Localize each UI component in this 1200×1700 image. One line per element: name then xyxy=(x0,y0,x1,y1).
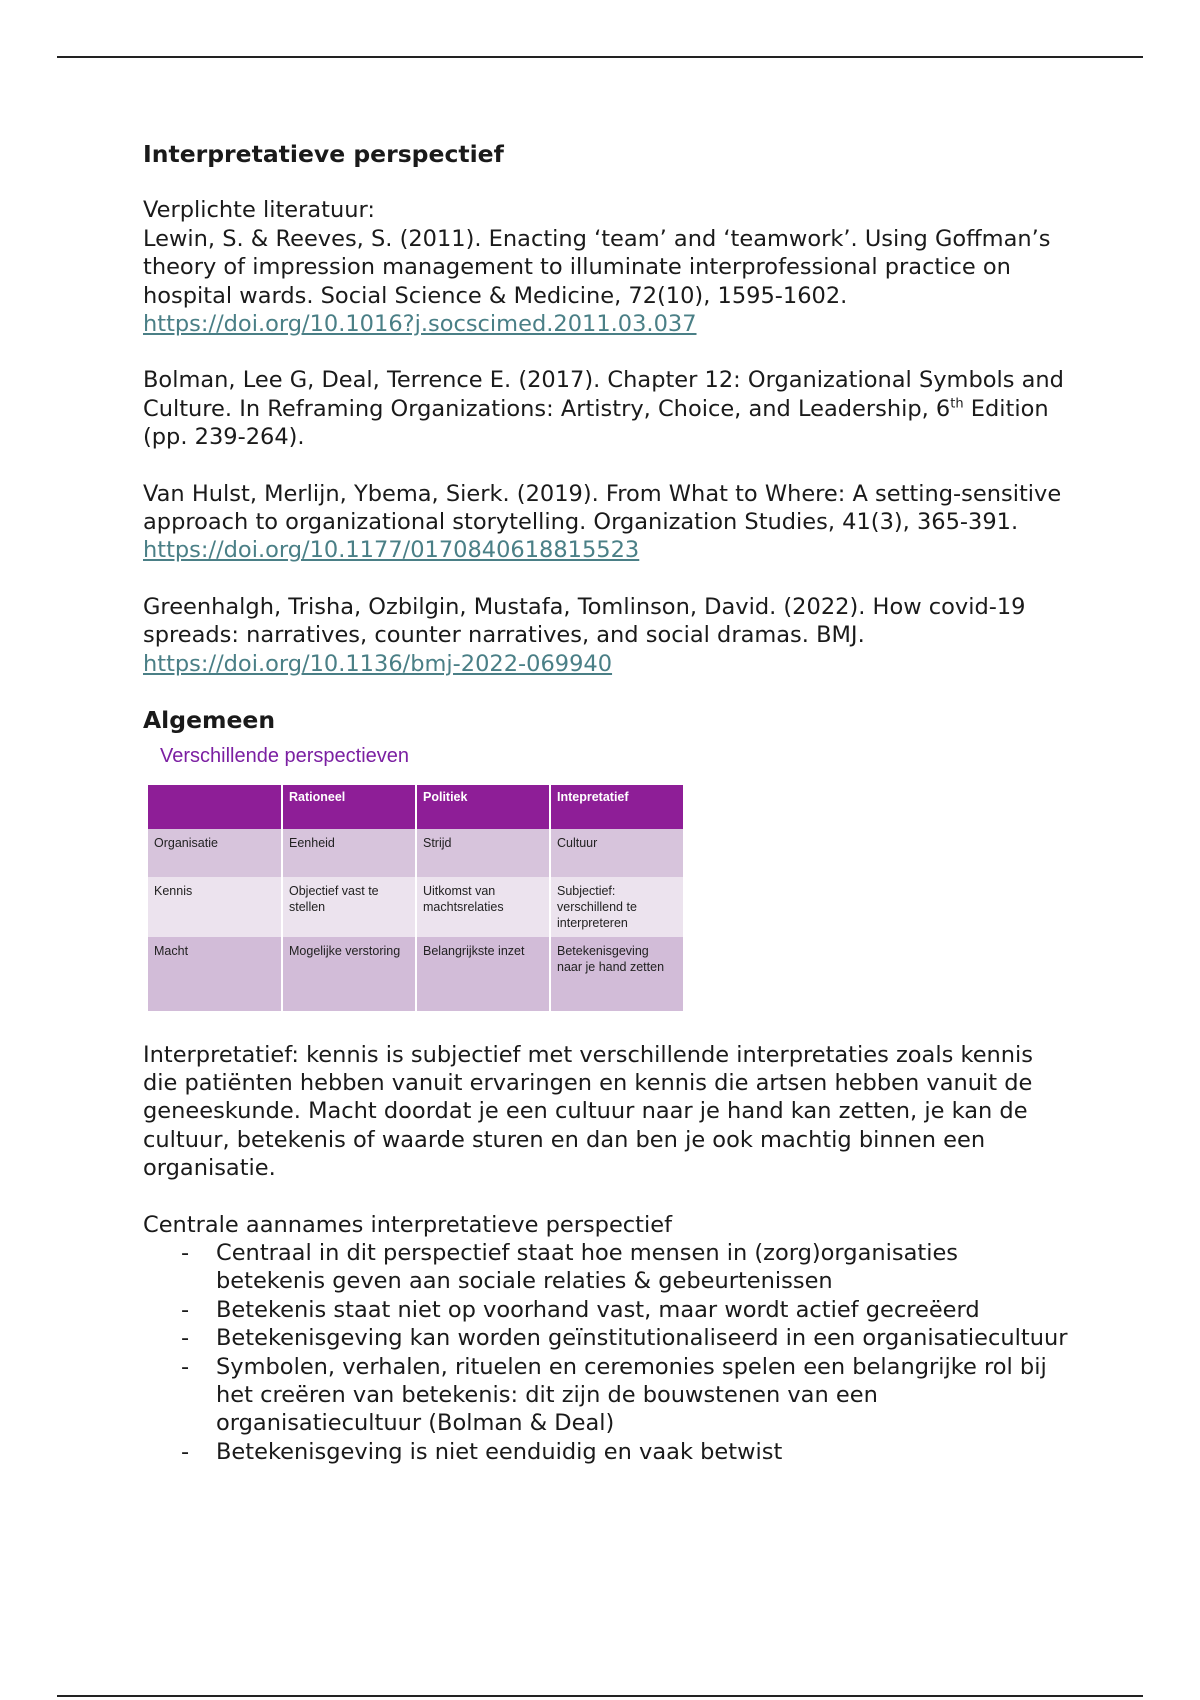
section-heading: Interpretatieve perspectief xyxy=(143,140,504,168)
list-item: - Betekenisgeving is niet eenduidig en vaak betwist xyxy=(181,1438,1073,1466)
list-item: - Betekenisgeving kan worden geïnstitutionaliseerd in een organisatiecultuur xyxy=(181,1324,1073,1352)
list-item: - Centraal in dit perspectief staat hoe mensen in (zorg)organisaties betekenis geven aan sociale relaties & gebeurtenissen xyxy=(181,1239,1073,1296)
paragraph-interpretatief: Interpretatief: kennis is subjectief met verschillende interpretaties zoals kennis die patiënten hebben vanuit ervaringen en kennis die artsen hebben vanuit de geneeskunde. Macht doordat je een cultuur naar je hand kan zetten, je kan de cultuur, betekenis of waarde sturen en dan ben je ook machtig binnen een organisatie. xyxy=(143,1041,1034,1182)
table-cell: Cultuur xyxy=(550,829,684,877)
table-cell: Uitkomst van machtsrelaties xyxy=(416,877,550,937)
perspectives-table xyxy=(148,785,685,1011)
table-cell: Eenheid xyxy=(282,829,416,877)
reference-text: Bolman, Lee G, Deal, Terrence E. (2017). Chapter 12: Organizational Symbols and Culture. In Reframing Organizations: Artistry, Choice, and Leadership, 6 xyxy=(143,367,1064,422)
table-header-row xyxy=(148,785,684,829)
table-cell: Macht xyxy=(148,937,282,1011)
reference-lewin xyxy=(143,225,1073,339)
table-cell: Organisatie xyxy=(148,829,282,877)
top-rule xyxy=(57,56,1143,58)
doi-link-greenhalgh[interactable]: https://doi.org/10.1136/bmj-2022-069940 xyxy=(143,650,613,677)
bottom-rule xyxy=(57,1695,1143,1697)
header-cell xyxy=(148,785,282,829)
table-cell: Strijd xyxy=(416,829,550,877)
doi-link-lewin[interactable]: https://doi.org/10.1016?j.socscimed.2011.03.037 xyxy=(143,311,697,338)
superscript: th xyxy=(950,396,964,412)
table-cell: Objectief vast te stellen xyxy=(282,877,416,937)
document-body xyxy=(143,140,1073,1466)
reference-vanhulst xyxy=(143,480,1073,565)
reference-text: Lewin, S. & Reeves, S. (2011). Enacting ‘team’ and ‘teamwork’. Using Goffman’s theory of impression management to illuminate interprofessional practice on hospital wards. Social Science & Medicine, 72(10), 1595-1602. xyxy=(143,225,1051,309)
perspectives-slide-image xyxy=(143,743,693,1011)
table-cell: Mogelijke verstoring xyxy=(282,937,416,1011)
table-cell: Betekenisgeving naar je hand zetten xyxy=(550,937,684,1011)
table-cell: Kennis xyxy=(148,877,282,937)
header-cell: Politiek xyxy=(416,785,550,829)
table-row xyxy=(148,829,684,877)
literature-label: Verplichte literatuur: xyxy=(143,197,375,224)
doi-link-vanhulst[interactable]: https://doi.org/10.1177/0170840618815523 xyxy=(143,537,640,564)
table-cell: Belangrijkste inzet xyxy=(416,937,550,1011)
reference-text: Greenhalgh, Trisha, Ozbilgin, Mustafa, Tomlinson, David. (2022). How covid-19 spreads: narratives, counter narratives, and social dramas. BMJ. xyxy=(143,593,1026,649)
slide-title: Verschillende perspectieven xyxy=(160,744,410,767)
subheading-algemeen: Algemeen xyxy=(143,706,276,735)
assumptions-title: Centrale aannames interpretatieve perspectief xyxy=(143,1211,673,1238)
table-row xyxy=(148,937,684,1011)
table-cell: Subjectief: verschillend te interpreteren xyxy=(550,877,684,937)
reference-bolman xyxy=(143,366,1073,451)
header-cell: Intepretatief xyxy=(550,785,684,829)
table-row xyxy=(148,877,684,937)
list-item: - Symbolen, verhalen, rituelen en ceremonies spelen een belangrijke rol bij het creëren van betekenis: dit zijn de bouwstenen van een organisatiecultuur (Bolman & Deal) xyxy=(181,1353,1073,1438)
reference-text: Van Hulst, Merlijn, Ybema, Sierk. (2019). From What to Where: A setting-sensitive approach to organizational storytelling. Organization Studies, 41(3), 365-391. xyxy=(143,480,1062,536)
assumptions-list xyxy=(143,1239,1073,1466)
list-item: - Betekenis staat niet op voorhand vast, maar wordt actief gecreëerd xyxy=(181,1296,1073,1324)
reference-text-after: Edition (pp. 239-264). xyxy=(143,395,1049,451)
header-cell: Rationeel xyxy=(282,785,416,829)
reference-greenhalgh xyxy=(143,593,1073,678)
